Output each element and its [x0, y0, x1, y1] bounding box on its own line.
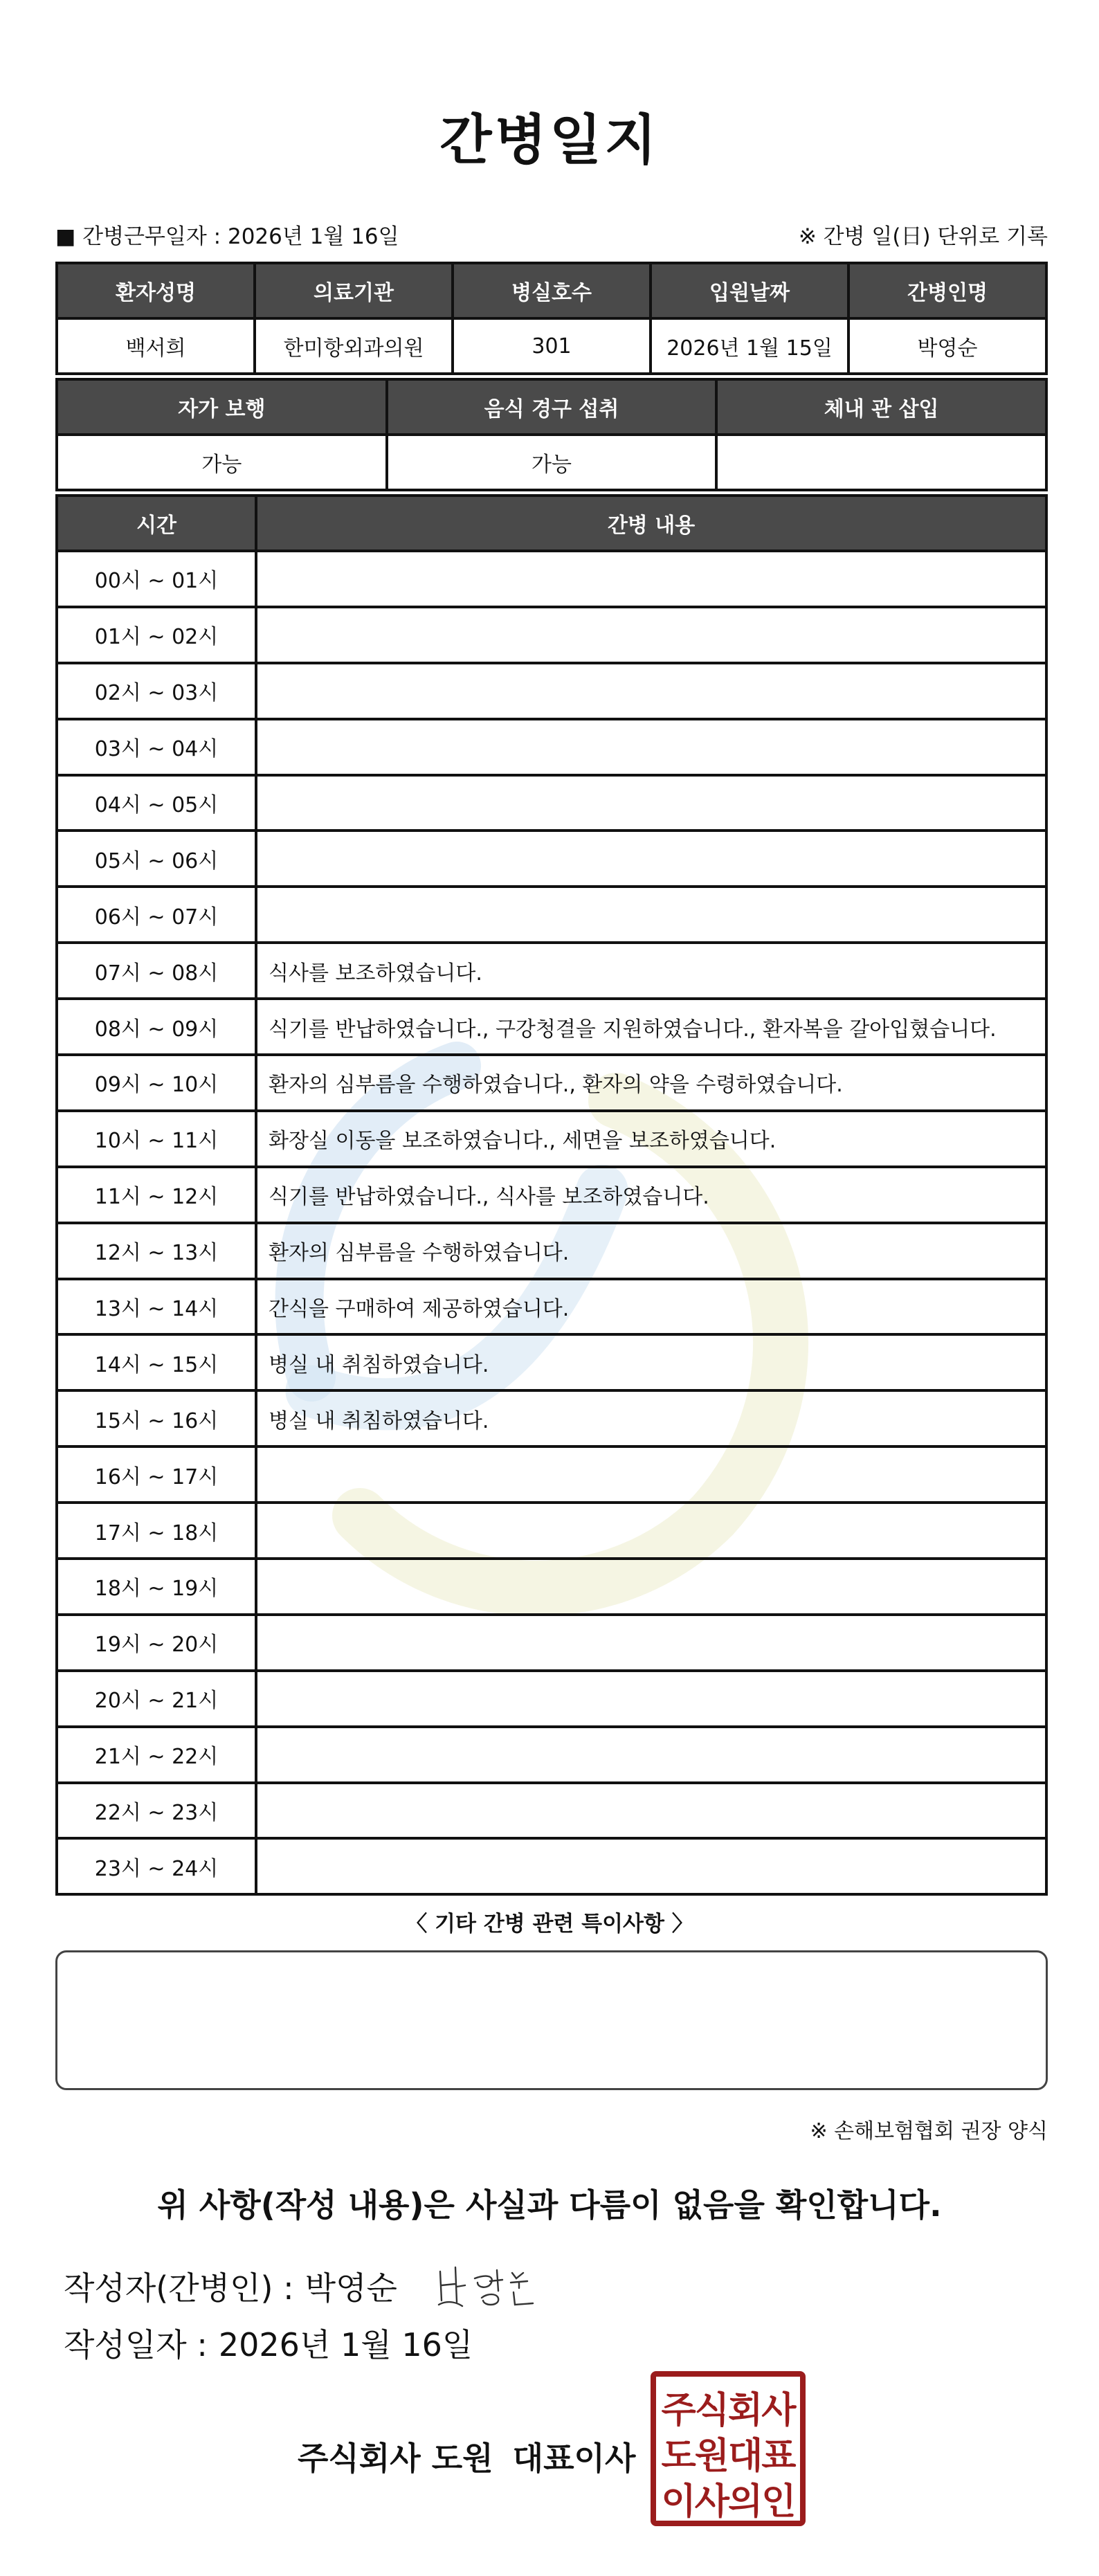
time-cell: 10시 ~ 11시 — [57, 1111, 256, 1167]
table-row — [57, 1503, 1046, 1559]
svg-text:이사의인: 이사의인 — [661, 2481, 795, 2523]
table-row — [57, 1055, 1046, 1111]
header-time: 시간 — [57, 496, 256, 551]
time-cell: 05시 ~ 06시 — [57, 831, 256, 887]
patient-info-header-row — [57, 263, 1046, 318]
time-cell: 20시 ~ 21시 — [57, 1671, 256, 1727]
table-row — [57, 607, 1046, 663]
work-date — [55, 219, 399, 250]
table-row — [57, 1167, 1046, 1223]
patient-status-value-row — [57, 435, 1046, 490]
time-cell: 00시 ~ 01시 — [57, 551, 256, 607]
time-cell: 18시 ~ 19시 — [57, 1559, 256, 1615]
content-cell — [256, 1446, 1046, 1503]
time-cell: 13시 ~ 14시 — [57, 1279, 256, 1335]
content-cell: 병실 내 취침하였습니다. — [256, 1334, 1046, 1390]
representative-title: 대표이사 — [512, 2440, 636, 2477]
walking-value: 가능 — [57, 435, 387, 490]
time-cell: 19시 ~ 20시 — [57, 1615, 256, 1671]
content-cell: 병실 내 취침하였습니다. — [256, 1390, 1046, 1446]
svg-text:주식회사: 주식회사 — [661, 2390, 795, 2431]
table-row — [57, 719, 1046, 775]
header-tube: 체내 관 삽입 — [716, 379, 1046, 435]
notes-title: 〈 기타 간병 관련 특이사항 〉 — [406, 1912, 693, 1936]
work-date-label: ■ 간병근무일자 : — [55, 224, 221, 249]
hospital-name: 한미항외과의원 — [255, 318, 453, 374]
time-cell: 22시 ~ 23시 — [57, 1783, 256, 1839]
table-row — [57, 1838, 1046, 1894]
table-row — [57, 1334, 1046, 1390]
header-caregiver: 간병인명 — [848, 263, 1046, 318]
write-date-label: 작성일자 : — [64, 2326, 208, 2364]
table-row — [57, 775, 1046, 831]
header-room: 병실호수 — [453, 263, 651, 318]
table-row — [57, 1279, 1046, 1335]
writer-line — [64, 2263, 397, 2309]
content-cell — [256, 551, 1046, 607]
table-row — [57, 999, 1046, 1055]
table-row — [57, 1727, 1046, 1783]
meta-row — [55, 219, 1048, 253]
content-cell: 환자의 심부름을 수행하였습니다. — [256, 1223, 1046, 1279]
company-seal-stamp — [649, 2370, 807, 2528]
care-log-header-row — [57, 496, 1046, 551]
content-cell: 식기를 반납하였습니다., 식사를 보조하였습니다. — [256, 1167, 1046, 1223]
table-row — [57, 551, 1046, 607]
time-cell: 11시 ~ 12시 — [57, 1167, 256, 1223]
content-cell: 환자의 심부름을 수행하였습니다., 환자의 약을 수령하였습니다. — [256, 1055, 1046, 1111]
patient-info-value-row — [57, 318, 1046, 374]
writer-label: 작성자(간병인) : — [64, 2269, 294, 2307]
content-cell — [256, 831, 1046, 887]
header-walking: 자가 보행 — [57, 379, 387, 435]
work-date-value: 2026년 1월 16일 — [227, 224, 399, 249]
content-cell — [256, 1671, 1046, 1727]
write-date-value: 2026년 1월 16일 — [218, 2326, 473, 2364]
header-care-content: 간병 내용 — [256, 496, 1046, 551]
content-cell — [256, 719, 1046, 775]
handwritten-signature — [435, 2258, 552, 2313]
care-log-table — [55, 494, 1048, 1896]
content-cell: 식기를 반납하였습니다., 구강청결을 지원하였습니다., 환자복을 갈아입혔습니다. — [256, 999, 1046, 1055]
header-admit-date: 입원날짜 — [651, 263, 848, 318]
unit-note: ※ 간병 일(日) 단위로 기록 — [798, 224, 1048, 249]
table-row — [57, 1390, 1046, 1446]
oral-intake-value: 가능 — [387, 435, 717, 490]
time-cell: 03시 ~ 04시 — [57, 719, 256, 775]
time-cell: 23시 ~ 24시 — [57, 1838, 256, 1894]
time-cell: 21시 ~ 22시 — [57, 1727, 256, 1783]
table-row — [57, 663, 1046, 719]
content-cell: 간식을 구매하여 제공하였습니다. — [256, 1279, 1046, 1335]
time-cell: 08시 ~ 09시 — [57, 999, 256, 1055]
table-row — [57, 831, 1046, 887]
time-cell: 12시 ~ 13시 — [57, 1223, 256, 1279]
content-cell — [256, 775, 1046, 831]
patient-status-header-row — [57, 379, 1046, 435]
time-cell: 17시 ~ 18시 — [57, 1503, 256, 1559]
content-cell — [256, 1503, 1046, 1559]
content-cell: 식사를 보조하였습니다. — [256, 943, 1046, 999]
patient-info-table — [55, 262, 1048, 375]
time-cell: 06시 ~ 07시 — [57, 887, 256, 943]
time-cell: 09시 ~ 10시 — [57, 1055, 256, 1111]
room-number: 301 — [453, 318, 651, 374]
table-row — [57, 1111, 1046, 1167]
tube-value — [716, 435, 1046, 490]
header-hospital: 의료기관 — [255, 263, 453, 318]
content-cell — [256, 607, 1046, 663]
caregiver-name: 박영순 — [848, 318, 1046, 374]
table-row — [57, 943, 1046, 999]
time-cell: 02시 ~ 03시 — [57, 663, 256, 719]
content-cell: 화장실 이동을 보조하였습니다., 세면을 보조하였습니다. — [256, 1111, 1046, 1167]
time-cell: 07시 ~ 08시 — [57, 943, 256, 999]
content-cell — [256, 887, 1046, 943]
table-row — [57, 1446, 1046, 1503]
page-title: 간병일지 — [439, 109, 660, 172]
form-source-note: ※ 손해보험협회 권장 양식 — [810, 2119, 1048, 2143]
content-cell — [256, 663, 1046, 719]
content-cell — [256, 1783, 1046, 1839]
notes-box — [55, 1950, 1048, 2090]
company-line — [298, 2433, 635, 2479]
time-cell: 14시 ~ 15시 — [57, 1334, 256, 1390]
content-cell — [256, 1838, 1046, 1894]
patient-name: 백서희 — [57, 318, 255, 374]
company-name: 주식회사 도원 — [298, 2440, 493, 2477]
patient-status-table — [55, 378, 1048, 491]
content-cell — [256, 1559, 1046, 1615]
table-row — [57, 1559, 1046, 1615]
confirmation-statement: 위 사항(작성 내용)은 사실과 다름이 없음을 확인합니다. — [157, 2186, 942, 2224]
header-patient-name: 환자성명 — [57, 263, 255, 318]
time-cell: 04시 ~ 05시 — [57, 775, 256, 831]
table-row — [57, 1223, 1046, 1279]
admit-date: 2026년 1월 15일 — [651, 318, 848, 374]
time-cell: 15시 ~ 16시 — [57, 1390, 256, 1446]
svg-text:도원대표: 도원대표 — [661, 2436, 795, 2477]
table-row — [57, 1615, 1046, 1671]
writer-name: 박영순 — [305, 2269, 397, 2307]
time-cell: 16시 ~ 17시 — [57, 1446, 256, 1503]
table-row — [57, 887, 1046, 943]
table-row — [57, 1671, 1046, 1727]
table-row — [57, 1783, 1046, 1839]
content-cell — [256, 1727, 1046, 1783]
content-cell — [256, 1615, 1046, 1671]
write-date-line — [64, 2320, 473, 2366]
header-oral-intake: 음식 경구 섭취 — [387, 379, 717, 435]
time-cell: 01시 ~ 02시 — [57, 607, 256, 663]
